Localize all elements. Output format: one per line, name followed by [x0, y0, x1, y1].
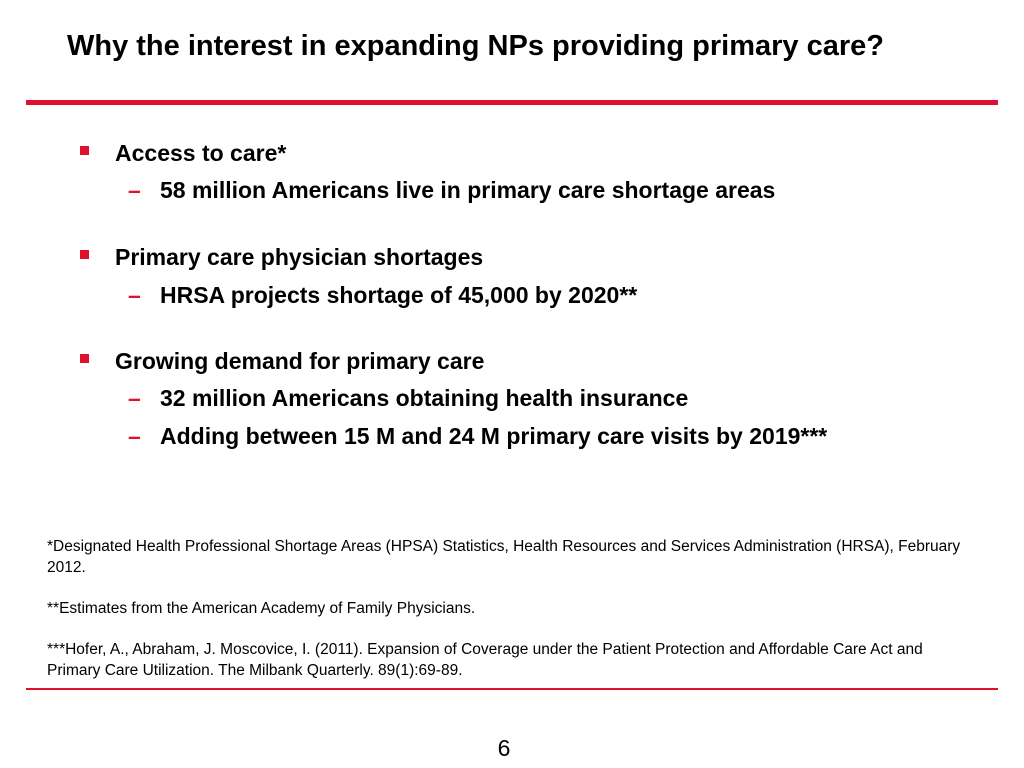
- footnotes: [47, 536, 967, 701]
- title-divider: [26, 100, 998, 105]
- page-number: 6: [497, 735, 511, 761]
- dash-icon: –: [128, 385, 141, 411]
- square-bullet-icon: [80, 354, 89, 363]
- slide-title: Why the interest in expanding NPs providing primary care?: [67, 30, 884, 62]
- bullet-text: Access to care*: [115, 140, 287, 166]
- footnote-aafp: **Estimates from the American Academy of Family Physicians.: [47, 600, 476, 617]
- sub-bullet-text: 58 million Americans live in primary care shortage areas: [160, 177, 776, 203]
- bullet-text: Primary care physician shortages: [115, 244, 484, 270]
- dash-icon: –: [128, 282, 141, 308]
- footnote-hpsa: *Designated Health Professional Shortage Areas (HPSA) Statistics, Health Resources and Services Administration (HRSA), February 2012.: [47, 538, 961, 576]
- bullet-text: Growing demand for primary care: [115, 348, 485, 374]
- footer-divider: [26, 688, 998, 690]
- square-bullet-icon: [80, 146, 89, 155]
- sub-bullet-text: HRSA projects shortage of 45,000 by 2020**: [160, 282, 638, 308]
- dash-icon: –: [128, 423, 141, 449]
- sub-bullet-text: 32 million Americans obtaining health insurance: [160, 385, 689, 411]
- square-bullet-icon: [80, 250, 89, 259]
- sub-bullet-text: Adding between 15 M and 24 M primary care visits by 2019***: [160, 423, 828, 449]
- dash-icon: –: [128, 177, 141, 203]
- footnote-hofer: ***Hofer, A., Abraham, J. Moscovice, I. (2011). Expansion of Coverage under the Patient Protection and Affordable Care Act and Primary Care Utilization. The Milbank Quarterly. 89(1):69-89.: [47, 641, 923, 679]
